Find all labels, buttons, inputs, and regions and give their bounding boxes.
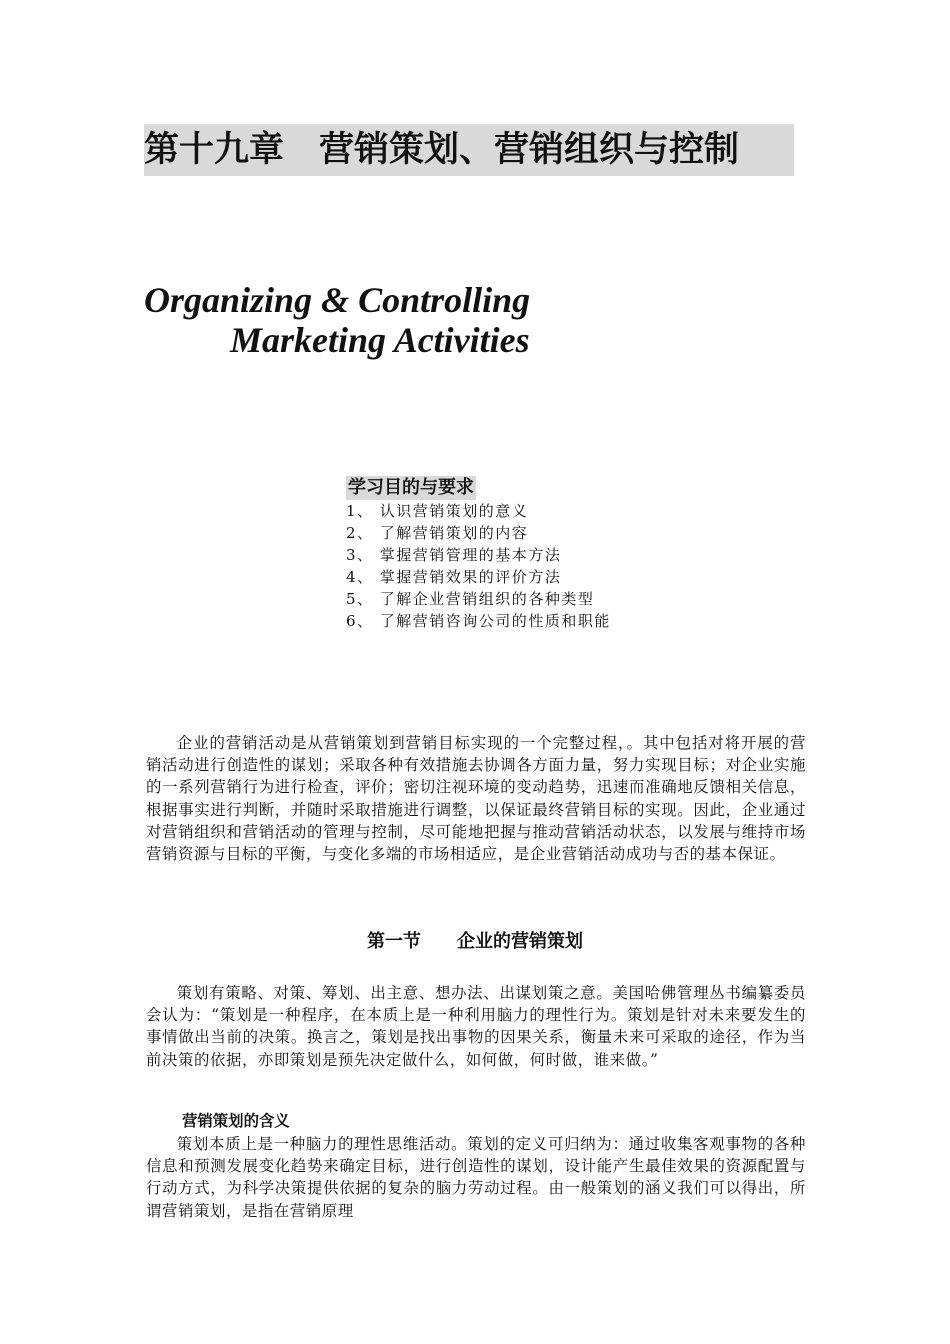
english-title	[144, 280, 530, 360]
chapter-title: 第十九章 营销策划、营销组织与控制	[144, 124, 794, 176]
objectives-list	[346, 500, 611, 632]
section-paragraph: 策划有策略、对策、筹划、出主意、想办法、出谋划策之意。美国哈佛管理丛书编纂委员会认为：“策划是一种程序，在本质上是一种利用脑力的理性行为。策划是针对未来要发生的事情做出当前的决策。换言之，策划是找出事物的因果关系，衡量未来可采取的途径，作为当前决策的依据，亦即策划是预先决定做什么，如何做，何时做，谁来做。”	[146, 984, 806, 1069]
objectives-heading: 学习目的与要求	[348, 477, 474, 498]
objective-item: 6、 了解营销咨询公司的性质和职能	[346, 612, 611, 630]
objective-item: 3、 掌握营销管理的基本方法	[346, 546, 562, 564]
learning-objectives	[346, 476, 611, 632]
objective-item: 4、 掌握营销效果的评价方法	[346, 568, 562, 586]
english-title-line-2: Marketing Activities	[230, 320, 530, 360]
objective-item: 1、 认识营销策划的意义	[346, 502, 529, 520]
subsection-paragraph: 策划本质上是一种脑力的理性思维活动。策划的定义可归纳为：通过收集客观事物的各种信息和预测发展变化趋势来确定目标，进行创造性的谋划，设计能产生最佳效果的资源配置与行动方式，为科学决策提供依据的复杂的脑力劳动过程。由一般策划的涵义我们可以得出，所谓营销策划，是指在营销原理	[146, 1135, 806, 1220]
objective-item: 5、 了解企业营销组织的各种类型	[346, 590, 595, 608]
objective-item: 2、 了解营销策划的内容	[346, 524, 529, 542]
intro-paragraph: 企业的营销活动是从营销策划到营销目标实现的一个完整过程，。其中包括对将开展的营销活动进行创造性的谋划；采取各种有效措施去协调各方面力量，努力实现目标；对企业实施的一系列营销行为进行检查，评价；密切注视环境的变动趋势，迅速而准确地反馈相关信息，根据事实进行判断，并随时采取措施进行调整，以保证最终营销目标的实现。因此，企业通过对营销组织和营销活动的管理与控制，尽可能地把握与推动营销活动状态，以发展与维持市场营销资源与目标的平衡，与变化多端的市场相适应，是企业营销活动成功与否的基本保证。	[146, 734, 806, 864]
section-title: 第一节 企业的营销策划	[367, 931, 583, 952]
english-title-line-1: Organizing & Controlling	[144, 280, 531, 320]
subheading-marketing-planning-meaning: 营销策划的含义	[182, 1112, 290, 1130]
